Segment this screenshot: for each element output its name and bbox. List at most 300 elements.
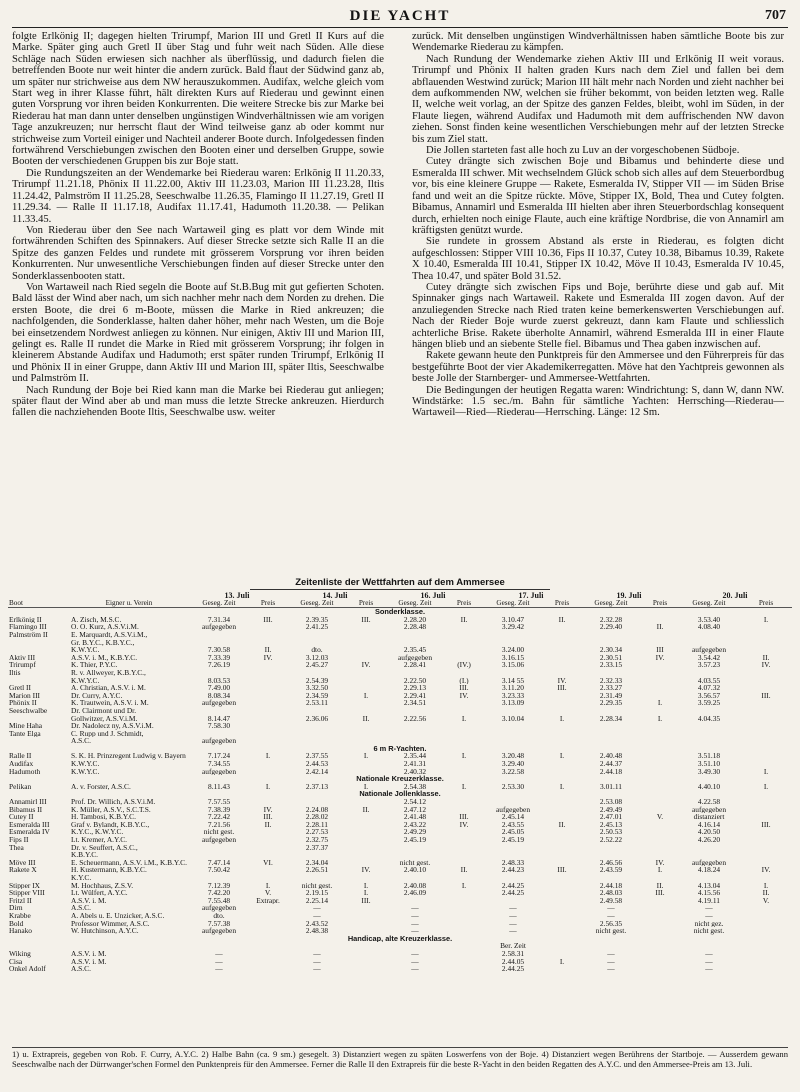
- sailed-time: 2.28.34: [599, 714, 623, 723]
- sailed-time: 3.51.18: [697, 752, 721, 761]
- sailed-time: —: [607, 957, 615, 966]
- prize-rank: I.: [265, 752, 271, 761]
- prize-rank: II.: [762, 653, 770, 662]
- sailed-time: 2.34.51: [403, 699, 427, 707]
- paragraph: Cutey drängte sich zwischen Boje und Bibamus und behinderte diese und Esmeralda III schwer. Mit wechselndem Glück schob sich alles auf dem Steuerbordbug vor, bis eine kleinere Gruppe — Rakete, Esmeralda IV, Stipper VII — im Süden Brise fand und weit an die Spitze rückte. Möve, Stipper IX, Bold, Thea und Cutey folgten. Bibamus, Annamirl und Esmeralda III hielten aber ihren Steuerbordschlag konsequent durch, erhielten noch einige Flaute, auch eine kräftige Nordbrise, die von Annamirl am kräftigsten genützt wurde.: [412, 156, 784, 236]
- sailed-time: [580, 730, 642, 738]
- class-heading-row: [8, 745, 792, 753]
- prize-rank: [642, 616, 678, 624]
- sailed-time: 3.24.00: [501, 646, 525, 654]
- paragraph: Cutey drängte sich zwischen Fips und Boje, berührte diese und gab auf. Mit Spinnaker gings nach Wartaweil. Rakete und Esmeralda III zogen davon. Auf der anzuliegenden Strecke nach Ried traten keine bemerkenswerten Verschiebungen auf. Nach der Rieder Boje wurde zuerst gekreuzt, dann kam Flaute und schliesslich achterliche Brise. Rakete überholte Annamirl, während Esmeralda III in einer Flaute hängen blieb und an siebente Stelle fiel. Bibamus und Thea gaben inzwischen auf.: [412, 281, 784, 350]
- sailed-time: [286, 942, 348, 950]
- boat-name: Cisa: [9, 957, 23, 966]
- prize-rank: [740, 715, 792, 723]
- owner-club: K.Y.C., K.W.Y.C.: [71, 828, 124, 836]
- prize-rank: [446, 874, 482, 882]
- owner-club: O. O. Kurz, A.S.V.i.M.: [71, 623, 139, 631]
- table-row: [8, 654, 792, 662]
- prize-rank: [250, 760, 286, 768]
- table-row: [8, 684, 792, 692]
- boat-name: [8, 677, 70, 685]
- col-header-date: 14. Juli: [322, 592, 348, 600]
- sailed-time: [482, 851, 544, 859]
- prize-rank: [348, 859, 384, 867]
- prize-rank: [446, 654, 482, 662]
- sailed-time: aufgegeben: [691, 858, 727, 867]
- sailed-time: aufgegeben: [201, 737, 237, 745]
- sailed-time: 3.32.50: [305, 684, 329, 692]
- prize-rank: [642, 737, 678, 745]
- sailed-time: [580, 722, 642, 730]
- owner-club: Graf v. Bylandt, K.B.Y.C.,: [71, 820, 150, 829]
- table-row: [8, 874, 792, 882]
- sailed-time: [482, 707, 544, 715]
- prize-rank: [348, 844, 384, 852]
- sailed-time: [384, 722, 446, 730]
- owner-club: K.Y.C.: [71, 873, 92, 882]
- prize-rank: IV.: [557, 676, 567, 685]
- prize-rank: [348, 798, 384, 806]
- table-row: [8, 958, 792, 966]
- prize-rank: [250, 851, 286, 859]
- paragraph: Rakete gewann heute den Punktpreis für den Ammersee und den Führerpreis für das bestgeführte Boot der vier Akademikerregatten. Möve hat den Yachtpreis gewonnen als beste Jolle der Starnberger- und Ammersee-Wettfahrten.: [412, 350, 784, 385]
- owner-club: K.B.Y.C.: [71, 851, 98, 859]
- table-row: [8, 813, 792, 821]
- table-row: [8, 965, 792, 973]
- prize-rank: I.: [763, 615, 769, 624]
- sailed-time: dto.: [311, 646, 323, 654]
- sailed-time: [286, 737, 348, 745]
- prize-rank: [544, 882, 580, 890]
- prize-rank: [544, 920, 580, 928]
- sailed-time: 2.35.45: [403, 646, 427, 654]
- prize-rank: [544, 661, 580, 669]
- sailed-time: 2.39.35: [305, 615, 329, 624]
- paragraph: Nach Rundung der Wendemarke ziehen Aktiv III und Erlkönig II weit voraus. Trirumpf und Phönix II halten graden Kurs nach dem Ziel und fallen bei dem abflauenden Westwind zurück; Marion III hält mehr nach Norden und zieht nachher bei dem aufkommenden NW, welchen sie früher bekommt, von beiden letzten weg. Ralle II, welche weit vorlag, an der Spitze des ganzen Feldes, bleibt, wohl im Süden, in der Flaute liegen, während Audifax und Hadumoth mit dem auffrischenden NW davon ziehen. Sonst finden keine wesentlichen Verschiebungen mehr auf der letzten Strecke bis zum Ziel statt.: [412, 53, 784, 145]
- sailed-time: —: [509, 911, 517, 920]
- sailed-time: —: [411, 919, 419, 928]
- sailed-time: —: [607, 965, 615, 973]
- prize-rank: [544, 836, 580, 844]
- prize-rank: [250, 623, 286, 631]
- prize-rank: [642, 897, 678, 905]
- boat-name: [8, 646, 70, 654]
- sailed-time: 2.43.59: [599, 866, 623, 874]
- boat-name: Thea: [9, 843, 24, 852]
- sailed-time: 2.44.25: [501, 965, 525, 973]
- prize-rank: [446, 912, 482, 920]
- sailed-time: 2.44.25: [501, 881, 525, 890]
- prize-rank: [446, 851, 482, 859]
- results-table: [8, 592, 792, 973]
- sailed-time: 2.40.32: [403, 767, 427, 776]
- prize-rank: [740, 677, 792, 685]
- prize-rank: [250, 692, 286, 700]
- sailed-time: 4.04.35: [697, 714, 721, 723]
- sailed-time: 3.23.33: [501, 691, 525, 700]
- prize-rank: [250, 669, 286, 677]
- prize-rank: V.: [762, 896, 770, 905]
- sailed-time: 3.12.03: [305, 653, 329, 662]
- prize-rank: [642, 677, 678, 685]
- prize-rank: [348, 965, 384, 973]
- prize-rank: [544, 844, 580, 852]
- sailed-time: —: [313, 949, 321, 958]
- prize-rank: [446, 889, 482, 897]
- owner-club: K. Thier, P.Y.C.: [71, 661, 118, 669]
- sailed-time: 4.26.20: [697, 836, 721, 844]
- col-header-time: Geseg. Zeit: [678, 600, 740, 608]
- prize-rank: [348, 654, 384, 662]
- sailed-time: 8.14.47: [207, 714, 231, 723]
- col-header-time: Geseg. Zeit: [286, 600, 348, 608]
- prize-rank: [250, 866, 286, 874]
- sailed-time: [482, 722, 544, 730]
- prize-rank: III.: [761, 820, 771, 829]
- sailed-time: 2.45.19: [501, 836, 525, 844]
- sailed-time: 7.22.42: [207, 813, 231, 821]
- sailed-time: aufgegeben: [201, 904, 237, 912]
- prize-rank: [446, 920, 482, 928]
- sailed-time: 2.47.12: [403, 805, 427, 814]
- prize-rank: V.: [264, 889, 272, 897]
- table-row: [8, 760, 792, 768]
- owner-club: K.W.Y.C.: [71, 646, 100, 654]
- prize-rank: [446, 646, 482, 654]
- owner-club: K.W.Y.C.: [71, 676, 100, 685]
- class-heading: Sonderklasse.: [374, 607, 426, 616]
- prize-rank: V.: [656, 813, 664, 821]
- prize-rank: [740, 631, 792, 639]
- table-row: [8, 646, 792, 654]
- sailed-time: 2.27.53: [305, 828, 329, 836]
- prize-rank: [348, 958, 384, 966]
- prize-rank: [740, 950, 792, 958]
- owner-club: K.W.Y.C.: [71, 760, 100, 768]
- sailed-time: 2.36.06: [305, 714, 329, 723]
- prize-rank: III.: [761, 691, 771, 700]
- prize-rank: [642, 631, 678, 639]
- sailed-time: 2.40.10: [403, 866, 427, 874]
- prize-rank: [250, 950, 286, 958]
- prize-rank: II.: [264, 646, 272, 654]
- sailed-time: 2.28.20: [403, 615, 427, 624]
- prize-rank: [740, 844, 792, 852]
- sailed-time: 2.41.31: [403, 760, 427, 768]
- sailed-time: Ber. Zeit: [500, 942, 526, 950]
- class-heading-row: [8, 608, 792, 616]
- sailed-time: —: [313, 965, 321, 973]
- prize-rank: [544, 912, 580, 920]
- sailed-time: 3.57.23: [697, 661, 721, 669]
- header-rule: [12, 27, 788, 28]
- sailed-time: 2.25.14: [305, 896, 329, 905]
- sailed-time: [384, 730, 446, 738]
- col-header-prize: Preis: [446, 600, 482, 608]
- sailed-time: aufgegeben: [201, 699, 237, 707]
- prize-rank: II.: [558, 615, 566, 624]
- prize-rank: I.: [363, 752, 369, 761]
- sailed-time: 2.34.04: [305, 858, 329, 867]
- sailed-time: [678, 707, 740, 715]
- prize-rank: [544, 965, 580, 973]
- col-header-date: 20. Juli: [722, 592, 748, 600]
- prize-rank: IV.: [263, 805, 273, 814]
- sailed-time: —: [313, 904, 321, 912]
- sailed-time: [188, 707, 250, 715]
- table-row: [8, 904, 792, 912]
- prize-rank: [446, 904, 482, 912]
- table-row: [8, 737, 792, 745]
- class-heading: 6 m R-Yachten.: [373, 744, 427, 753]
- sailed-time: 2.44.05: [501, 957, 525, 966]
- prize-rank: [446, 965, 482, 973]
- prize-rank: [348, 677, 384, 685]
- paragraph: Nach Rundung der Boje bei Ried kann man die Marke bei Riederau gut anliegen; später flaut der Wind aber ab und man muss die letzte Strecke ankreuzen. Hierdurch fallen die nachziehenden Boote Iltis, Seeschwalbe usw. weiter: [12, 384, 384, 419]
- sailed-time: 3.51.10: [697, 760, 721, 768]
- prize-rank: [544, 737, 580, 745]
- boat-name: Hadumoth: [9, 767, 41, 776]
- sailed-time: 2.45.27: [305, 661, 329, 669]
- prize-rank: IV.: [655, 858, 665, 867]
- table-row: [8, 730, 792, 738]
- prize-rank: [544, 806, 580, 814]
- sailed-time: 4.15.56: [697, 889, 721, 897]
- prize-rank: [250, 828, 286, 836]
- owner-club: Dr. Clairmont und Dr.: [71, 706, 137, 715]
- prize-rank: [446, 859, 482, 867]
- table-title: Zeitenliste der Wettfahrten auf dem Ammersee: [0, 577, 800, 590]
- boat-name: Pelikan: [9, 782, 32, 791]
- class-heading-row: [8, 790, 792, 798]
- prize-rank: [544, 654, 580, 662]
- sailed-time: 7.55.48: [207, 896, 231, 905]
- sailed-time: —: [411, 927, 419, 935]
- prize-rank: [250, 699, 286, 707]
- boat-name: Erlkönig II: [9, 615, 42, 624]
- sailed-time: [384, 851, 446, 859]
- page-number: 707: [765, 8, 786, 23]
- prize-rank: [544, 874, 580, 882]
- sailed-time: [580, 844, 642, 852]
- sailed-time: [188, 631, 250, 639]
- sailed-time: 7.58.30: [207, 722, 231, 730]
- prize-rank: [446, 836, 482, 844]
- sailed-time: 3.20.48: [501, 752, 525, 761]
- owner-club: Dr. Nadolecz ny, A.S.V.i.M.: [71, 722, 154, 730]
- boat-name: Flamingo III: [9, 623, 47, 631]
- sailed-time: 2.53.30: [501, 782, 525, 791]
- owner-club: A. Christian, A.S.V. i. M.: [71, 684, 146, 692]
- boat-name: Iltis: [9, 668, 21, 677]
- sailed-time: 2.58.31: [501, 949, 525, 958]
- owner-club: A.S.V. i. M.: [71, 957, 107, 966]
- sailed-time: 7.50.42: [207, 866, 231, 874]
- prize-rank: [740, 874, 792, 882]
- boat-name: [8, 851, 70, 859]
- owner-club: [70, 942, 188, 950]
- table-row: [8, 669, 792, 677]
- prize-rank: [446, 730, 482, 738]
- table-row: [8, 707, 792, 715]
- sailed-time: 7.34.55: [207, 760, 231, 768]
- sailed-time: [384, 942, 446, 950]
- paragraph: Von Wartaweil nach Ried segeln die Boote auf St.B.Bug mit gut gefierten Schoten. Bald lässt der Wind aber nach, um sich nachher mehr nach dem Norden zu drehen. Die ersten Boote, die drei 6 m-Boote, müssen die Marke in Ried ankreuzen; die nachfolgenden, die Sonderklasse, halten daher höher, mehr nach Westen, um die Boje bei einsetzendem Nordwest anliegen zu können. Nur einigen, Aktiv III und Marion III, gelingt es. Ralle II rundet die Marke in Ried mit grösserem Vorsprung; ihr folgen in kleinerem Abstande Audifax und Hadumoth; erst später runden Trirumpf, Erlkönig II und Phönix II in einer Gruppe, dann Aktiv III und Marion III, später Iltis, Seeschwalbe und Palmström II.: [12, 281, 384, 385]
- prize-rank: I.: [363, 782, 369, 791]
- sailed-time: [482, 874, 544, 882]
- prize-rank: [642, 965, 678, 973]
- prize-rank: [544, 859, 580, 867]
- sailed-time: 2.44.23: [501, 866, 525, 874]
- prize-rank: [348, 920, 384, 928]
- prize-rank: III.: [459, 684, 469, 692]
- prize-rank: [446, 897, 482, 905]
- sailed-time: [678, 730, 740, 738]
- prize-rank: III.: [655, 889, 665, 897]
- sailed-time: 2.41.25: [305, 623, 329, 631]
- sailed-time: [580, 874, 642, 882]
- prize-rank: [642, 920, 678, 928]
- sailed-time: 2.30.34: [599, 646, 623, 654]
- sailed-time: 7.49.00: [207, 684, 231, 692]
- sailed-time: 2.45.13: [599, 820, 623, 829]
- prize-rank: [348, 760, 384, 768]
- sailed-time: 3.56.57: [697, 691, 721, 700]
- prize-rank: [740, 927, 792, 935]
- table-row: [8, 866, 792, 874]
- prize-rank: [348, 813, 384, 821]
- prize-rank: IV.: [263, 653, 273, 662]
- prize-rank: [740, 859, 792, 867]
- prize-rank: [348, 699, 384, 707]
- prize-rank: [642, 722, 678, 730]
- prize-rank: [250, 836, 286, 844]
- prize-rank: [642, 851, 678, 859]
- sailed-time: 8.08.34: [207, 691, 231, 700]
- table-row: [8, 836, 792, 844]
- prize-rank: VI.: [263, 858, 273, 867]
- owner-club: A.S.V. i. M., K.B.Y.C.: [71, 653, 138, 662]
- prize-rank: (I.): [459, 676, 469, 685]
- table-row: [8, 889, 792, 897]
- col-header-date: 13. Juli: [224, 592, 250, 600]
- owner-club: Lt. Kremer, A.Y.C.: [71, 836, 128, 844]
- prize-rank: I.: [657, 714, 663, 723]
- prize-rank: [642, 768, 678, 776]
- sailed-time: 2.29.41: [403, 691, 427, 700]
- boat-name: Stipper IX: [9, 881, 40, 890]
- sailed-time: —: [411, 904, 419, 912]
- sailed-time: 3.53.40: [697, 615, 721, 624]
- prize-rank: [250, 912, 286, 920]
- prize-rank: [544, 889, 580, 897]
- sailed-time: 2.50.53: [599, 828, 623, 836]
- sailed-time: 7.31.34: [207, 615, 231, 624]
- table-row: [8, 882, 792, 890]
- sailed-time: —: [215, 965, 223, 973]
- boat-name: Onkel Adolf: [9, 965, 46, 973]
- owner-club: R. v. Allweyer, K.B.Y.C.,: [71, 668, 146, 677]
- prize-rank: [740, 958, 792, 966]
- sailed-time: [678, 844, 740, 852]
- sailed-time: —: [705, 949, 713, 958]
- prize-rank: [446, 927, 482, 935]
- prize-rank: [250, 927, 286, 935]
- prize-rank: I.: [559, 782, 565, 791]
- sailed-time: 3.29.40: [501, 760, 525, 768]
- owner-club: A. Abels u. E. Unzicker, A.S.C.: [71, 911, 165, 920]
- sailed-time: 4.22.58: [697, 798, 721, 806]
- sailed-time: 2.37.37: [305, 843, 329, 852]
- sailed-time: 2.46.09: [403, 889, 427, 897]
- sailed-time: 4.13.04: [697, 881, 721, 890]
- sailed-time: 2.53.08: [599, 798, 623, 806]
- owner-club: E. Marquardt, A.S.V.i.M.,: [71, 630, 148, 639]
- class-heading-row: [8, 935, 792, 943]
- prize-rank: [348, 912, 384, 920]
- prize-rank: [642, 760, 678, 768]
- prize-rank: [740, 730, 792, 738]
- boat-name: Tante Elga: [9, 729, 41, 738]
- prize-rank: [446, 768, 482, 776]
- sailed-time: —: [411, 965, 419, 973]
- prize-rank: IV.: [761, 866, 771, 874]
- prize-rank: [642, 692, 678, 700]
- sailed-time: 7.33.39: [207, 653, 231, 662]
- sailed-time: 2.43.22: [403, 820, 427, 829]
- prize-rank: [250, 965, 286, 973]
- prize-rank: [446, 760, 482, 768]
- sailed-time: 2.45.19: [403, 836, 427, 844]
- prize-rank: [446, 806, 482, 814]
- prize-rank: [348, 768, 384, 776]
- prize-rank: [348, 684, 384, 692]
- sailed-time: [678, 639, 740, 647]
- col-header-date: 19. Juli: [616, 592, 642, 600]
- boat-name: Phönix II: [9, 699, 37, 707]
- boat-name: Bold: [9, 919, 24, 928]
- sailed-time: [384, 631, 446, 639]
- col-header-prize: Preis: [740, 600, 792, 608]
- sailed-time: 3.11.20: [502, 684, 524, 692]
- sailed-time: [678, 722, 740, 730]
- prize-rank: [250, 661, 286, 669]
- col-header-date: 17. Juli: [518, 592, 544, 600]
- prize-rank: [642, 828, 678, 836]
- boat-name: [8, 639, 70, 647]
- page-header: [0, 6, 800, 26]
- sailed-time: 4.19.11: [698, 896, 720, 905]
- prize-rank: I.: [461, 782, 467, 791]
- sailed-time: 2.29.40: [599, 623, 623, 631]
- sailed-time: 2.28.41: [403, 661, 427, 669]
- prize-rank: [446, 669, 482, 677]
- prize-rank: I.: [763, 881, 769, 890]
- col-header-owner: Eigner u. Verein: [70, 600, 188, 608]
- owner-club: A. v. Forster, A.S.C.: [71, 782, 131, 791]
- prize-rank: [740, 912, 792, 920]
- class-heading: Nationale Jollenklasse.: [359, 790, 441, 799]
- sailed-time: 2.29.13: [403, 684, 427, 692]
- sailed-time: 2.54.12: [403, 798, 427, 806]
- col-header-time: Geseg. Zeit: [580, 600, 642, 608]
- prize-rank: [250, 639, 286, 647]
- prize-rank: II.: [558, 820, 566, 829]
- sailed-time: 2.49.29: [403, 828, 427, 836]
- owner-club: A. Zisch, M.S.C.: [71, 615, 122, 624]
- sailed-time: 2.44.37: [599, 760, 623, 768]
- sailed-time: [188, 844, 250, 852]
